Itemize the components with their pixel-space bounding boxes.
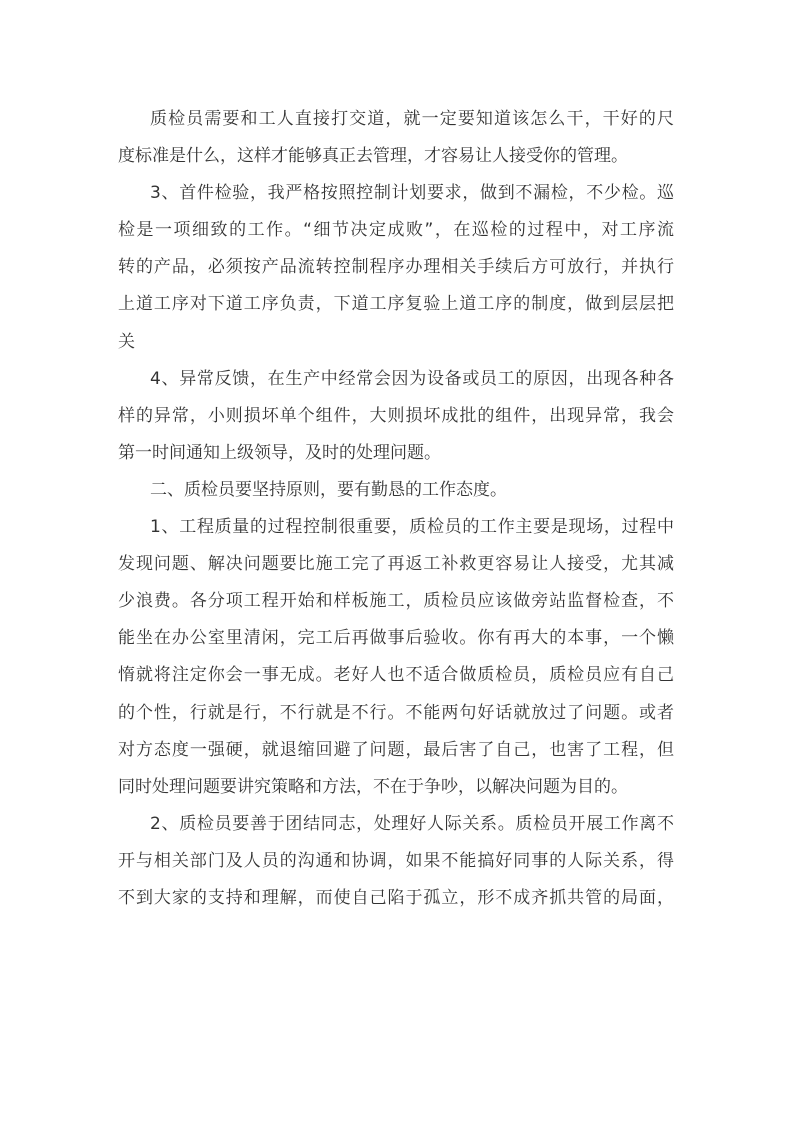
document-page	[118, 101, 674, 917]
text-line: 开与相关部门及人员的沟通和协调，如果不能搞好同事的人际关系，得	[118, 850, 674, 871]
text-line: 对方态度一强硬，就退缩回避了问题，最后害了自己，也害了工程，但	[118, 739, 674, 760]
text-line: 的个性，行就是行，不行就是不行。不能两句好话就放过了问题。或者	[118, 702, 674, 723]
text-line: 上道工序对下道工序负责，下道工序复验上道工序的制度，做到层层把	[118, 294, 674, 315]
text-line: 检是一项细致的工作。“细节决定成败”，在巡检的过程中，对工序流	[118, 220, 674, 241]
text-line: 惰就将注定你会一事无成。老好人也不适合做质检员，质检员应有自己	[118, 665, 674, 686]
text-line: 1、工程质量的过程控制很重要，质检员的工作主要是现场，过程中	[150, 517, 674, 538]
text-line: 发现问题、解决问题要比施工完了再返工补救更容易让人接受，尤其减	[118, 554, 674, 575]
text-line: 同时处理问题要讲究策略和方法，不在于争吵，以解决问题为目的。	[118, 776, 628, 797]
text-line: 不到大家的支持和理解，而使自己陷于孤立，形不成齐抓共管的局面，	[118, 887, 674, 908]
text-line: 3、首件检验，我严格按照控制计划要求，做到不漏检，不少检。巡	[150, 183, 674, 204]
text-line: 4、异常反馈，在生产中经常会因为设备或员工的原因，出现各种各	[150, 368, 674, 389]
text-line: 转的产品，必须按产品流转控制程序办理相关手续后方可放行，并执行	[118, 257, 674, 278]
text-line: 2、质检员要善于团结同志，处理好人际关系。质检员开展工作离不	[150, 813, 674, 834]
section-heading: 二、质检员要坚持原则，要有勤恳的工作态度。	[150, 479, 507, 500]
text-line: 能坐在办公室里清闲，完工后再做事后验收。你有再大的本事，一个懒	[118, 628, 674, 649]
text-line: 质检员需要和工人直接打交道，就一定要知道该怎么干，干好的尺	[150, 109, 674, 129]
text-line: 第一时间通知上级领导，及时的处理问题。	[118, 442, 441, 463]
text-line: 样的异常，小则损坏单个组件，大则损坏成批的组件，出现异常，我会	[118, 405, 674, 426]
text-line: 少浪费。各分项工程开始和样板施工，质检员应该做旁站监督检查，不	[118, 591, 674, 612]
text-line: 度标准是什么，这样才能够真正去管理，才容易让人接受你的管理。	[118, 146, 628, 167]
text-line: 关	[118, 331, 135, 352]
